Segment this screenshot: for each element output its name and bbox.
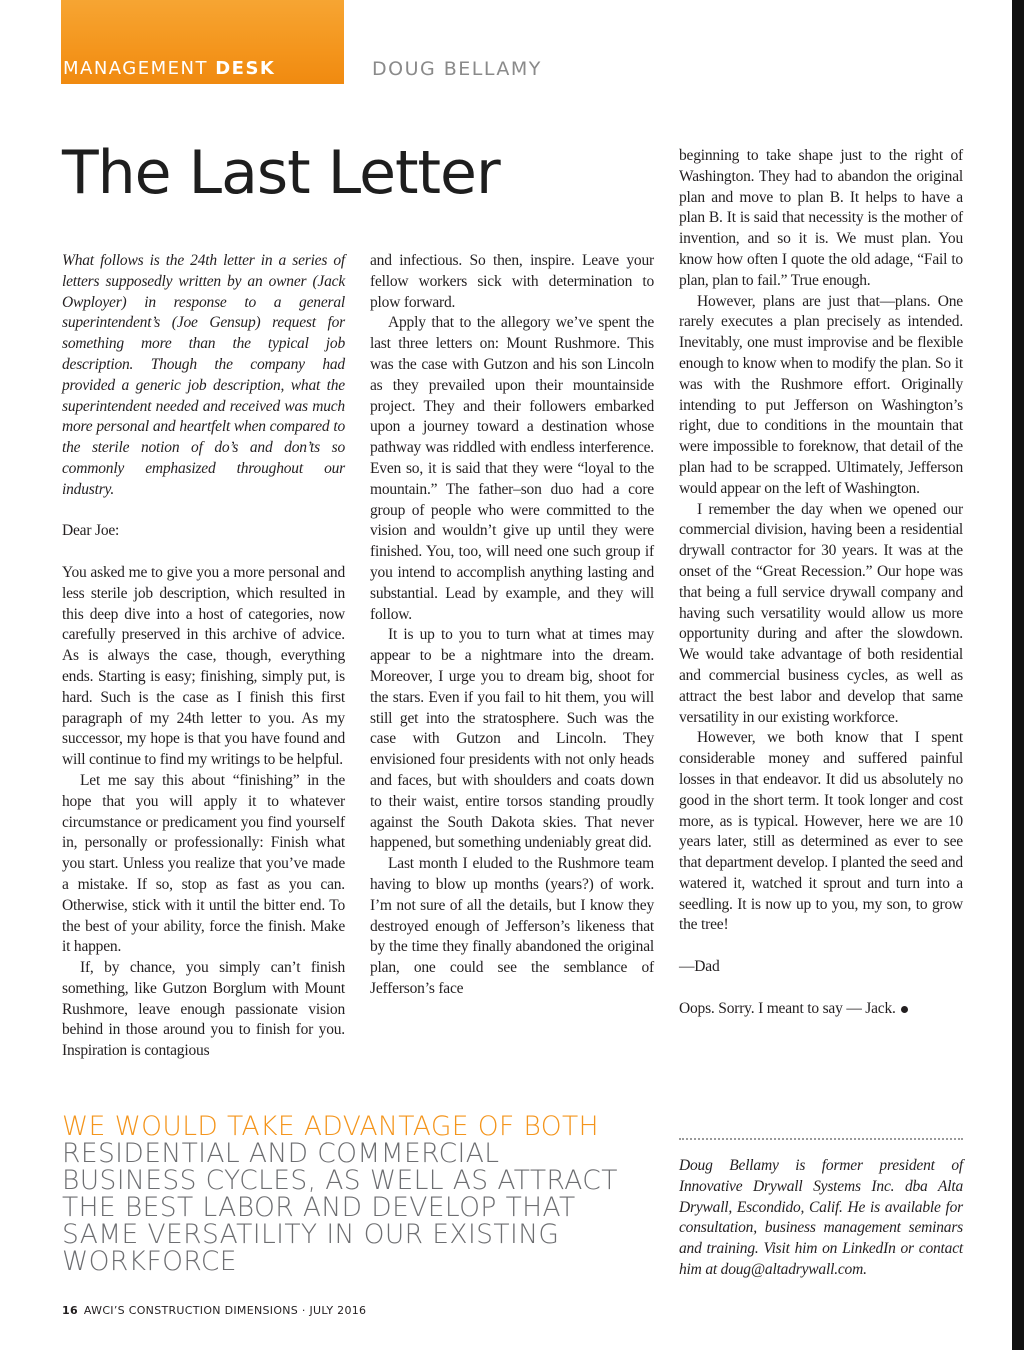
body-paragraph: If, by chance, you simply can’t finish something, like Gutzon Borglum with Mount Rushmore, leave enough passionate vision behind in those around you to finish for you. Inspiration is contagious [62,959,345,1060]
pull-quote [62,1113,622,1275]
article-title: The Last Letter [62,138,500,208]
body-paragraph: It is up to you to turn what at times may appear to be a nightmare into the dream. Moreover, I urge you to dream big, shoot for the stars. Even if you fail to hit them, you will still get into the stratosphere. Such was the case with Gutzon and Lincoln. They envisioned four presidents with not only heads and faces, but with shoulders and coats down to their waist, entire torsos standing proudly against the South Dakota skies. That never happened, but something undeniably great did. [370,626,654,852]
postscript-text: Oops. Sorry. I meant to say — Jack. [679,999,896,1017]
body-paragraph: Let me say this about “finishing” in the hope that you will apply it to whatever circumstance or predicament you find yourself in, personally or professionally: Finish what you start. Unless you realize that you’ve made a mistake. If so, stop as fast as you can. Otherwise, stick with it until the bitter end. To the best of your ability, force the finish. Make it happen. [62,771,345,956]
body-paragraph: Apply that to the allegory we’ve spent the last three letters on: Mount Rushmore. This was the case with Gutzon and his son Lincoln as they prevailed upon their mountainside project. They and their followers embarked upon a journey toward a destination whose pathway was riddled with endless interference. Even so, it is said that they were “loyal to the mountain.” The father–son duo had a core group of people who were committed to the vision and wouldn’t give up until they were finished. You, too, will need one such group if you intend to accomplish anything lasting and substantial. Lead by example, and they will follow. [370,314,654,623]
column-2 [370,251,654,1000]
page-footer [62,1304,366,1317]
body-paragraph: However, plans are just that—plans. One rarely executes a plan precisely as intended. Inevitably, one must improvise and be flexible enough to know when to modify the plan. So it was with the Rushmore effort. Originally intending to put Jefferson on Washington’s right, due to conditions in the mountain that were impossible to foreknow, that detail of the plan had to be scrapped. Ultimately, Jefferson would appear on the left of Washington. [679,292,963,497]
publication-info: AWCI’S CONSTRUCTION DIMENSIONS · JULY 2016 [83,1304,367,1317]
page-number: 16 [62,1304,78,1317]
section-label [63,58,275,79]
section-label-management: MANAGEMENT [63,58,208,79]
column-1 [62,251,345,1062]
page-edge-bar [1012,0,1024,1350]
section-label-desk: DESK [215,58,276,79]
pull-quote-first-line: WE WOULD TAKE ADVANTAGE OF BOTH [62,1111,599,1142]
author-name-header: DOUG BELLAMY [372,58,542,80]
body-paragraph: However, we both know that I spent considerable money and suffered painful losses in that endeavor. It did us absolutely no good in the short term. It took longer and cost more, as is typical. However, here we are 10 years later, still as determined as ever to see that department develop. I planted the seed and watered it, watched it sprout and turn into a seedling. It is now up to you, my son, to grow the tree! [679,729,963,934]
author-bio: Doug Bellamy is former president of Innovative Drywall Systems Inc. dba Alta Drywall, Escondido, Calif. He is available for consultation, business management seminars and training. Visit him on LinkedIn or contact him at doug@altadrywall.com. [679,1157,963,1278]
postscript [679,999,963,1020]
body-paragraph: I remember the day when we opened our commercial division, having been a residential drywall contractor for 30 years. It was at the onset of the “Great Recession.” Our hope was that being a full service drywall company and having such versatility would allow us more opportunity during and after the slowdown. We would take advantage of both residential and commercial business cycles, as well as attract the best labor and develop that same versatility in our existing workforce. [679,500,963,726]
intro-paragraph: What follows is the 24th letter in a series of letters supposedly written by an owner (Jack Owployer) in response to a general superintendent’s (Joe Gensup) request for something more than the typical job description. Though the company had provided a generic job description, what the superintendent needed and received was much more personal and heartfelt when compared to the sterile notion of do’s and don’ts so commonly emphasized throughout our industry. [62,252,345,498]
body-paragraph: beginning to take shape just to the right of Washington. They had to abandon the original plan and move to plan B. It helps to have a plan B. It is said that necessity is the mother of invention, and so it is. We must plan. You know how often I quote the old adage, “Fail to plan, plan to fail.” True enough. [679,147,963,289]
pull-quote-rest: RESIDENTIAL AND COMMERCIAL BUSINESS CYCLES, AS WELL AS ATTRACT THE BEST LABOR AND DEVELOP THAT SAME VERSATILITY IN OUR EXISTING WORKFORCE [62,1138,618,1277]
signoff: —Dad [679,958,720,976]
column-3 [679,146,963,1019]
body-paragraph: and infectious. So then, inspire. Leave your fellow workers sick with determination to plow forward. [370,252,654,311]
body-paragraph: You asked me to give you a more personal and less sterile job description, which resulted in this deep dive into a host of categories, now carefully preserved in this archive of advice. As is always the case, though, everything ends. Starting is easy; finishing, simply put, is hard. Such is the case as I finish this first paragraph of my 24th letter to you. As my successor, my hope is that you have found and will continue to find my writings to be helpful. [62,563,345,769]
end-mark-icon [901,1006,908,1013]
dotted-divider [679,1138,963,1140]
salutation: Dear Joe: [62,522,120,540]
body-paragraph: Last month I eluded to the Rushmore team having to blow up months (years?) of work. I’m not sure of all the details, but I know they destroyed enough of Jefferson’s likeness that by the time they finally abandoned the original plan, one could see the semblance of Jefferson’s face [370,855,654,997]
